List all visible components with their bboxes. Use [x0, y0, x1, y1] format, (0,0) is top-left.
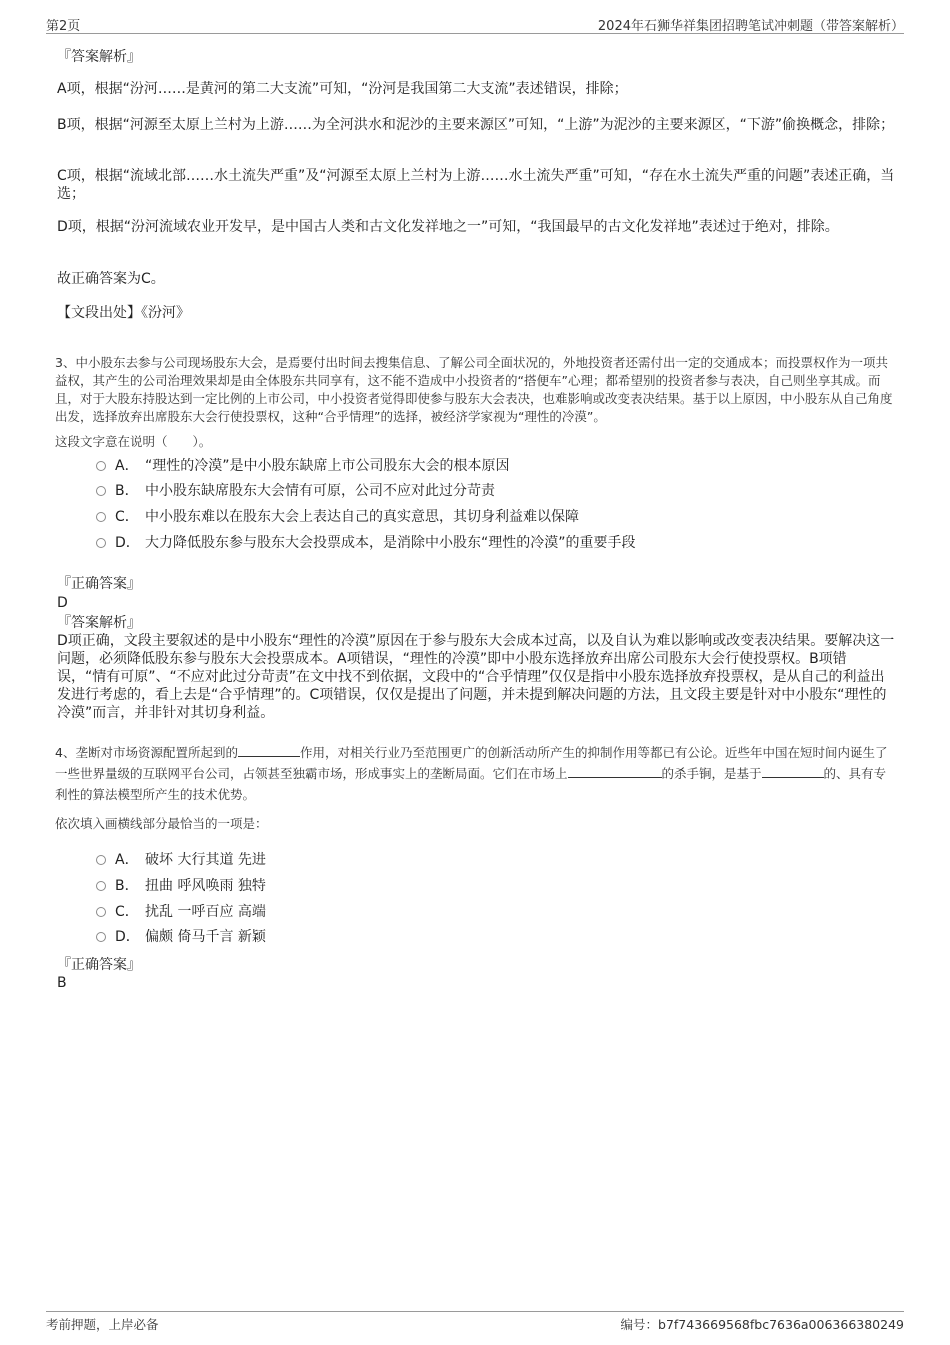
q3-analysis-label: 『答案解析』 — [57, 615, 141, 631]
radio-icon[interactable] — [96, 907, 106, 917]
q3-question: 这段文字意在说明（ ）。 — [55, 434, 212, 449]
document-id: 编号：b7f743669568fbc7636a006366380249 — [620, 1317, 904, 1332]
q2-source: 【文段出处】《汾河》 — [57, 305, 190, 321]
q2-conclusion: 故正确答案为C。 — [57, 271, 165, 287]
q3-option-c[interactable]: C． 中小股东难以在股东大会上表达自己的真实意思，其切身利益难以保障 — [96, 508, 579, 526]
q3-option-a[interactable]: A． “理性的冷漠”是中小股东缺席上市公司股东大会的根本原因 — [96, 457, 510, 475]
q2-analysis-b: B项，根据“河源至太原上兰村为上游……为全河洪水和泥沙的主要来源区”可知，“上游”为泥沙的主要来源区，“下游”偷换概念，排除； — [57, 117, 895, 133]
radio-icon[interactable] — [96, 932, 106, 942]
radio-icon[interactable] — [96, 881, 106, 891]
q3-option-b[interactable]: B． 中小股东缺席股东大会情有可原，公司不应对此过分苛责 — [96, 482, 495, 500]
blank-2 — [568, 765, 662, 778]
q4-option-a[interactable]: A． 破坏 大行其道 先进 — [96, 851, 266, 869]
q4-answer-label: 『正确答案』 — [57, 957, 141, 973]
q3-stem: 3、中小股东去参与公司现场股东大会，是焉要付出时间去搜集信息、了解公司全面状况的，外地投资者还需付出一定的交通成本；而投票权作为一项共益权，其产生的公司治理效果却是由全体股东共同享有，这不能不造成中小投资者的“搭便车”心理；都希望别的投资者参与表决，自己则坐享其成。而且，对于大股东持股达到一定比例的上市公司，中小投资者觉得即使参与股东大会表决，也难影响或改变表决结果。基于以上原因，中小股东从自己角度出发，选择放弃出席股东大会行使投票权，这种“合乎情理”的选择，被经济学家视为“理性的冷漠”。 — [55, 355, 893, 424]
q4-stem: 4、垄断对市场资源配置所起到的 作用，对相关行业乃至范围更广的创新活动所产生的抑制作用等都已有公论。近些年中国在短时间内诞生了一些世界量级的互联网平台公司，占领甚至独霸市场，形成事实上的垄断局面。它们在市场上 的杀手锏，是基于 的、具有专利性的算法模型所产生的技术优势。 — [55, 745, 888, 802]
q3-analysis: D项正确，文段主要叙述的是中小股东“理性的冷漠”原因在于参与股东大会成本过高，以及自认为难以影响或改变表决结果。要解决这一问题，必须降低股东参与股东大会投票成本。A项错误，“理性的冷漠”即中小股东选择放弃出席公司股东大会行使投票权。B项错误，“情有可原”、“不应对此过分苛责”在文中找不到依据，文段中的“合乎情理”仅仅是指中小股东选择放弃投票权，是从自己的利益出发进行考虑的，看上去是“合乎情理”的。C项错误，仅仅是提出了问题，并未提到解决问题的方法，且文段主要是针对中小股东“理性的冷漠”而言，并非针对其切身利益。 — [57, 633, 895, 721]
q3-option-d[interactable]: D． 大力降低股东参与股东大会投票成本，是消除中小股东“理性的冷漠”的重要手段 — [96, 534, 636, 552]
q4-answer: B — [57, 975, 67, 991]
document-title: 2024年石狮华祥集团招聘笔试冲刺题（带答案解析） — [597, 19, 904, 34]
page-header — [46, 14, 904, 34]
q3-answer: D — [57, 595, 68, 611]
q4-question: 依次填入画横线部分最恰当的一项是： — [55, 816, 268, 831]
radio-icon[interactable] — [96, 486, 106, 496]
q3-answer-label: 『正确答案』 — [57, 576, 141, 592]
page-footer — [46, 1311, 904, 1334]
q2-analysis-label: 『答案解析』 — [57, 49, 141, 65]
page-number: 第2页 — [46, 19, 81, 34]
q4-option-b[interactable]: B． 扭曲 呼风唤雨 独特 — [96, 877, 266, 895]
blank-1 — [238, 744, 300, 757]
radio-icon[interactable] — [96, 538, 106, 548]
q4-option-c[interactable]: C． 扰乱 一呼百应 高端 — [96, 903, 266, 921]
radio-icon[interactable] — [96, 461, 106, 471]
q2-analysis-a: A项，根据“汾河……是黄河的第二大支流”可知，“汾河是我国第二大支流”表述错误，排除； — [57, 81, 628, 97]
radio-icon[interactable] — [96, 855, 106, 865]
q4-option-d[interactable]: D． 偏颇 倚马千言 新颖 — [96, 928, 266, 946]
blank-3 — [762, 765, 824, 778]
q2-analysis-c: C项，根据“流域北部……水土流失严重”及“河源至太原上兰村为上游……水土流失严重”可知，“存在水土流失严重的问题”表述正确，当选； — [57, 168, 895, 202]
q2-analysis-d: D项，根据“汾河流域农业开发早，是中国古人类和古文化发祥地之一”可知，“我国最早的古文化发祥地”表述过于绝对，排除。 — [57, 219, 839, 235]
radio-icon[interactable] — [96, 512, 106, 522]
footer-slogan: 考前押题，上岸必备 — [46, 1317, 159, 1332]
